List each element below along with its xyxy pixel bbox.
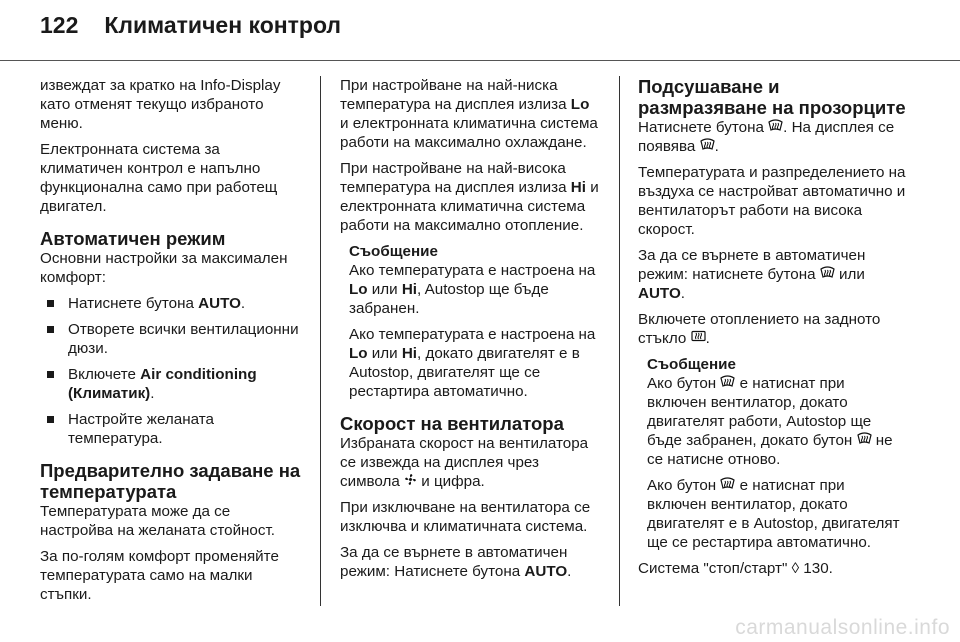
paragraph: Включете отоплението на задното стъкло . (638, 311, 881, 347)
paragraph: За да се върнете в автоматичен режим: натиснете бутона или AUTO. (638, 247, 866, 302)
section-heading-defrost: Подсушаване и размразяване на прозорците (638, 76, 906, 118)
bullet-list (40, 294, 302, 448)
column-divider-left (320, 76, 321, 606)
windscreen-defrost-icon (720, 477, 735, 492)
windscreen-defrost-icon (720, 375, 735, 390)
note-title: Съобщение (647, 356, 736, 373)
list-item: Отворете всички вентилационни дюзи. (40, 320, 302, 358)
list-item: Натиснете бутона AUTO. (40, 294, 302, 313)
windscreen-defrost-icon (857, 432, 872, 447)
paragraph: Натиснете бутона . На дисплея се появява . (638, 119, 895, 155)
paragraph: При изключване на вентилатора се изключва и климатичната система. (340, 499, 591, 535)
windscreen-defrost-icon (700, 138, 715, 153)
note-box (638, 355, 908, 552)
column-divider-right (619, 76, 620, 606)
paragraph: Избраната скорост на вентилатора се извежда на дисплея чрез символа и цифра. (340, 435, 589, 490)
paragraph: Температурата може да се настройва на желаната стойност. (40, 503, 275, 539)
paragraph: При настройване на най-висока температура на дисплея излиза Hi и електронната климатична система работи на максимално отопление. (340, 160, 599, 234)
page-header (40, 12, 341, 48)
column-1 (40, 76, 302, 611)
header-divider (0, 60, 960, 61)
page-title: Климатичен контрол (104, 12, 342, 38)
note-box (340, 242, 602, 401)
list-item: Настройте желаната температура. (40, 410, 302, 448)
page-reference-arrow-icon: ◊ (791, 560, 800, 577)
note-text: Ако температурата е настроена на Lo или Hi, докато двигателят е в Autostop, двигателят ще се рестартира автоматично. (349, 326, 596, 400)
note-text: Ако бутон е натиснат при включен вентилатор, докато двигателят е в Autostop, двигателят ще се рестартира автоматично. (647, 477, 900, 551)
list-item: Включете Air conditioning (Климатик). (40, 365, 302, 403)
paragraph: Основни настройки за максимален комфорт: (40, 250, 288, 286)
fan-icon (404, 473, 417, 488)
windscreen-defrost-icon (768, 119, 783, 134)
note-text: Ако бутон е натиснат при включен вентилатор, докато двигателят работи, Autostop ще бъде забранен, докато бутон не се натисне отново. (647, 375, 893, 468)
rear-window-heating-icon (691, 330, 706, 345)
paragraph: извеждат за кратко на Info-Display като отменят текущо избраното меню. (40, 77, 281, 132)
section-heading-auto-mode: Автоматичен режим (40, 228, 226, 249)
note-title: Съобщение (349, 243, 438, 260)
section-heading-fan-speed: Скорост на вентилатора (340, 413, 564, 434)
page-number: 122 (40, 12, 79, 38)
section-heading-temperature-preset: Предварително задаване на температурата (40, 460, 301, 502)
paragraph: Температурата и разпределението на въздуха се настройват автоматично и вентилаторът работи на висока скорост. (638, 164, 906, 238)
column-3 (638, 76, 908, 585)
paragraph: За по-голям комфорт променяйте температурата само на малки стъпки. (40, 548, 279, 603)
column-2 (340, 76, 602, 588)
paragraph: При настройване на най-ниска температура на дисплея излиза Lo и електронната климатична система работи на максимално охлаждане. (340, 77, 598, 151)
paragraph: За да се върнете в автоматичен режим: Натиснете бутона AUTO. (340, 544, 572, 580)
note-text: Ако температурата е настроена на Lo или Hi, Autostop ще бъде забранен. (349, 262, 596, 317)
watermark: carmanualsonline.info (735, 616, 950, 639)
paragraph: Електронната система за климатичен контрол е напълно функционална само при работещ двигател. (40, 141, 278, 215)
windscreen-defrost-icon (820, 266, 835, 281)
cross-reference[interactable]: Система "стоп/старт" ◊ 130. (638, 560, 833, 577)
